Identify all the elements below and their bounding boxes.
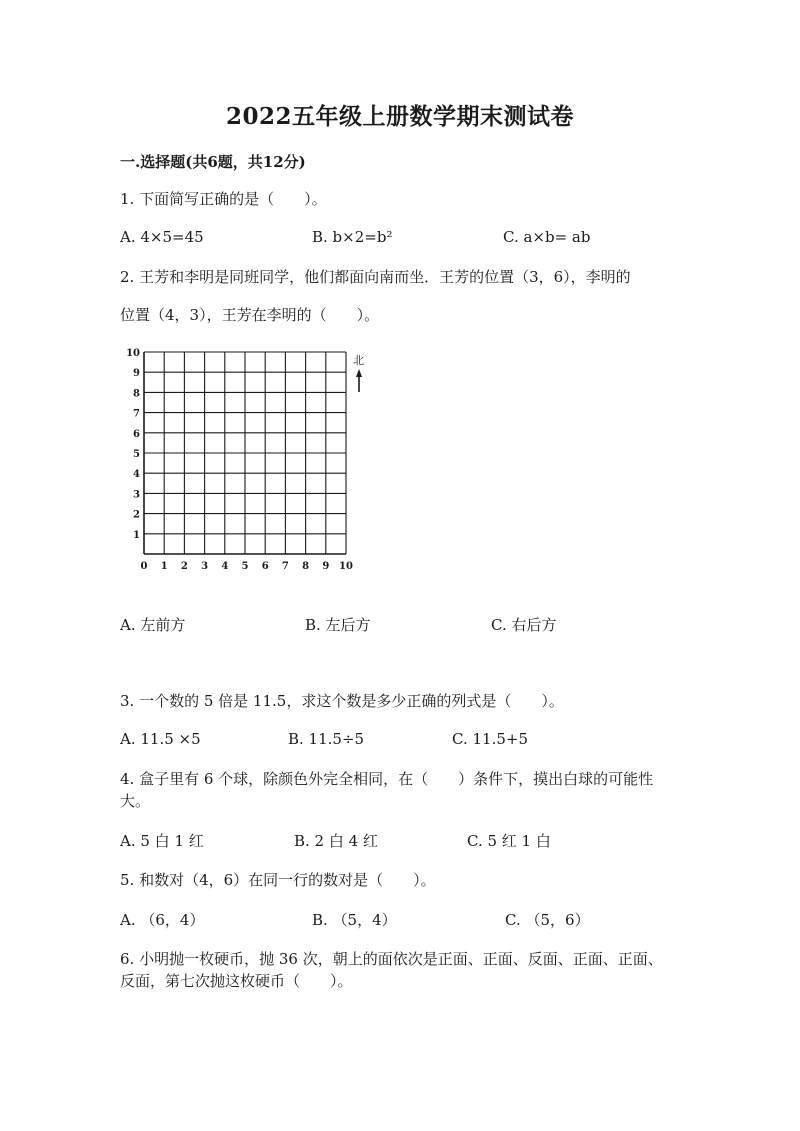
y-tick-label: 4 <box>133 469 140 481</box>
y-tick-label: 2 <box>133 509 140 521</box>
question-1-stem: 1. 下面简写正确的是（ ）。 <box>120 190 327 208</box>
question-5-option-a: A. （6，4） <box>120 911 205 929</box>
north-label: 北 <box>353 354 364 367</box>
y-tick-label: 10 <box>126 348 140 359</box>
x-tick-label: 9 <box>322 561 330 572</box>
y-tick-label: 9 <box>133 368 140 380</box>
y-tick-label: 7 <box>133 408 140 420</box>
page-title: 2022五年级上册数学期末测试卷 <box>225 103 574 130</box>
question-5-stem: 5. 和数对（4，6）在同一行的数对是（ ）。 <box>120 871 436 889</box>
question-4-option-a: A. 5 白 1 红 <box>120 832 204 850</box>
question-1-option-a: A. 4×5=45 <box>120 228 204 246</box>
y-tick-label: 3 <box>133 489 140 501</box>
question-5-option-b: B. （5，4） <box>312 911 397 929</box>
x-tick-label: 6 <box>261 561 269 572</box>
question-4-stem: 4. 盒子里有 6 个球，除颜色外完全相同，在（ ）条件下，摸出白球的可能性大。 <box>120 770 654 810</box>
question-3-option-b: B. 11.5÷5 <box>288 730 365 748</box>
x-tick-label: 4 <box>221 561 229 572</box>
y-tick-label: 5 <box>133 449 140 460</box>
x-tick-label: 5 <box>241 561 249 572</box>
y-tick-label: 1 <box>133 529 140 541</box>
question-1-option-c: C. a×b= ab <box>503 228 591 246</box>
y-tick-label: 6 <box>133 428 140 440</box>
question-3-option-a: A. 11.5 ×5 <box>120 730 201 748</box>
question-1-option-b: B. b×2=b² <box>312 228 393 246</box>
question-4-option-c: C. 5 红 1 白 <box>467 832 551 850</box>
question-4-option-b: B. 2 白 4 红 <box>294 832 378 850</box>
coordinate-grid <box>118 348 378 578</box>
x-tick-label: 2 <box>180 561 188 572</box>
question-6-stem: 6. 小明抛一枚硬币，抛 36 次，朝上的面依次是正面、正面、反面、正面、正面、反面，第七次抛这枚硬币（ ）。 <box>120 950 663 990</box>
question-3-option-c: C. 11.5+5 <box>452 730 528 748</box>
y-tick-label: 8 <box>133 388 140 400</box>
question-5-option-c: C. （5，6） <box>505 911 590 929</box>
question-2-stem-line-1: 2. 王芳和李明是同班同学，他们都面向南而坐．王芳的位置（3，6），李明的 <box>120 268 631 286</box>
x-tick-label: 7 <box>281 561 289 572</box>
question-2-option-c: C. 右后方 <box>491 616 557 634</box>
question-3-stem: 3. 一个数的 5 倍是 11.5，求这个数是多少正确的列式是（ ）。 <box>120 692 564 710</box>
x-tick-label: 8 <box>302 561 310 572</box>
section-header: 一.选择题(共6题，共12分) <box>120 153 306 171</box>
question-2-stem-line-2: 位置（4，3），王芳在李明的（ ）。 <box>120 306 380 324</box>
x-tick-label: 3 <box>201 561 209 572</box>
x-tick-label: 1 <box>160 561 168 572</box>
question-2-option-a: A. 左前方 <box>120 616 186 634</box>
north-arrow-icon <box>356 369 362 377</box>
x-tick-label: 10 <box>339 561 353 572</box>
question-2-option-b: B. 左后方 <box>305 616 371 634</box>
coordinate-grid-svg <box>118 348 378 578</box>
x-tick-label: 0 <box>140 561 148 572</box>
